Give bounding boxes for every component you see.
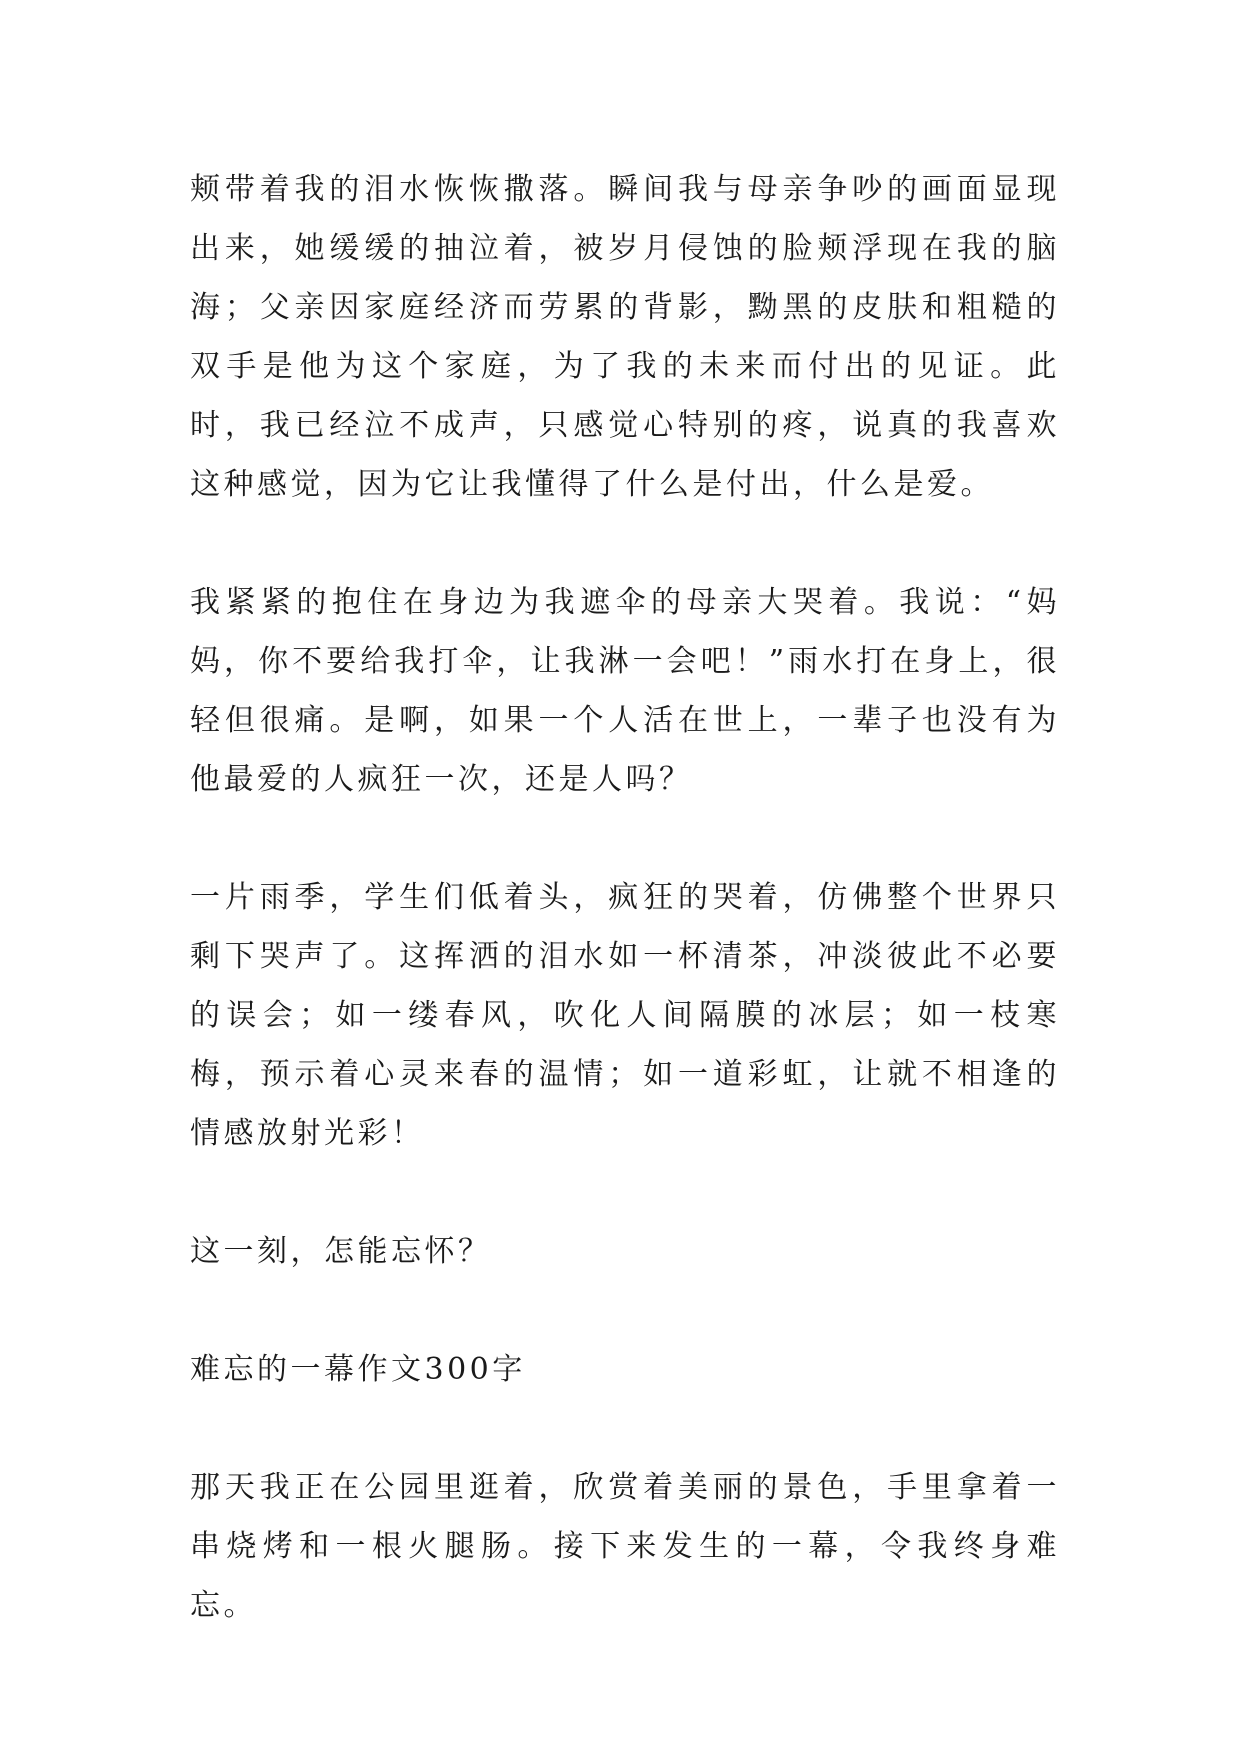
paragraph-5: 那天我正在公园里逛着，欣赏着美丽的景色，手里拿着一串烧烤和一根火腿肠。接下来发生的一幕，令我终身难忘。 (190, 1470, 1060, 1623)
paragraph-3: 一片雨季，学生们低着头，疯狂的哭着，仿佛整个世界只剩下哭声了。这挥洒的泪水如一杯清茶，冲淡彼此不必要的误会；如一缕春风，吹化人间隔膜的冰层；如一枝寒梅，预示着心灵来春的温情；如一道彩虹，让就不相逢的情感放射光彩！ (190, 880, 1060, 1151)
section-heading: 难忘的一幕作文300字 (190, 1352, 526, 1387)
paragraph-4: 这一刻，怎能忘怀？ (190, 1234, 492, 1269)
document-body (190, 160, 1060, 1694)
paragraph-1: 颊带着我的泪水恢恢撒落。瞬间我与母亲争吵的画面显现出来，她缓缓的抽泣着，被岁月侵蚀的脸颊浮现在我的脑海；父亲因家庭经济而劳累的背影，黝黑的皮肤和粗糙的双手是他为这个家庭，为了我的未来而付出的见证。此时，我已经泣不成声，只感觉心特别的疼，说真的我喜欢这种感觉，因为它让我懂得了什么是付出，什么是爱。 (190, 172, 1060, 502)
paragraph-2: 我紧紧的抱住在身边为我遮伞的母亲大哭着。我说：“妈妈，你不要给我打伞，让我淋一会吧！”雨水打在身上，很轻但很痛。是啊，如果一个人活在世上，一辈子也没有为他最爱的人疯狂一次，还是人吗？ (190, 585, 1060, 797)
